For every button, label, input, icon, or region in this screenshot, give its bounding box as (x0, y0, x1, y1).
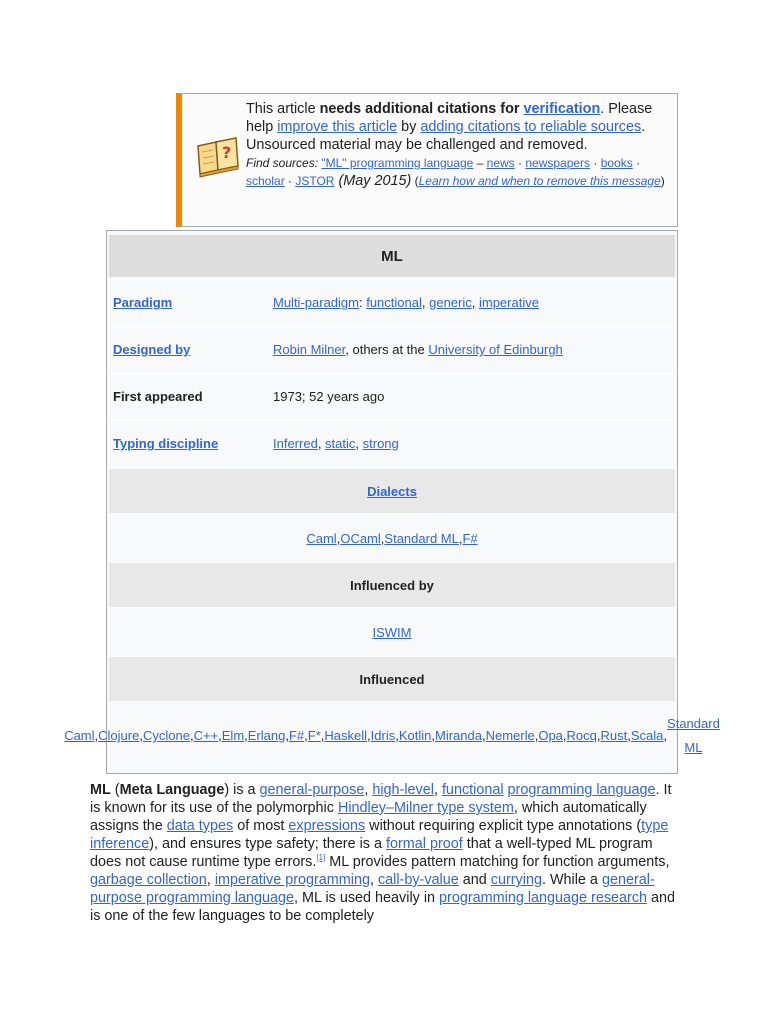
static-link[interactable]: static (325, 436, 356, 451)
notice-lead: This article (246, 101, 320, 117)
svg-text:?: ? (222, 143, 232, 162)
scholar-link[interactable]: scholar (246, 174, 285, 188)
influenced-by-header: Influenced by (109, 563, 675, 607)
paradigm-row (109, 279, 675, 325)
search-query-link[interactable]: "ML" programming language (321, 156, 474, 170)
paradigm-value: Multi-paradigm: functional, generic, imperative (273, 295, 539, 310)
jstor-link[interactable]: JSTOR (295, 174, 335, 188)
list-item-link[interactable]: Standard ML (667, 716, 720, 755)
call-by-value-link[interactable]: call-by-value (377, 872, 459, 888)
improve-article-link[interactable]: improve this article (277, 119, 398, 135)
gppl-link[interactable]: general-purpose programming language (90, 872, 655, 906)
list-item-link[interactable]: Elm (221, 728, 245, 743)
list-item-link[interactable]: Idris (370, 728, 396, 743)
dialects-header (109, 469, 675, 513)
pl-research-link[interactable]: programming language research (439, 890, 648, 906)
typing-label[interactable]: Typing discipline (113, 436, 219, 451)
typing-row (109, 420, 675, 466)
influenced-header: Influenced (109, 657, 675, 701)
university-link[interactable]: University of Edinburgh (428, 342, 563, 357)
list-item-link[interactable]: Caml (64, 728, 95, 743)
find-sources: Find sources: "ML" programming language – news · newspapers · books · scholar · JSTOR (246, 156, 641, 188)
multi-paradigm-link[interactable]: Multi-paradigm (273, 295, 359, 310)
notice-text: This article needs additional citations for verification. Please help improve this article by adding citations to reliable sources. Unsourced material may be challenged and removed. Find sources: "ML" programming language – news · newspapers · books · scholar · JSTOR (May 2015) (Learn how and when to remove this message) (246, 101, 665, 189)
designed-by-value: Robin Milner, others at the University of Edinburgh (273, 342, 563, 357)
list-item-link[interactable]: Kotlin (398, 728, 432, 743)
notice-bold: needs additional citations for (319, 101, 524, 117)
formal-proof-link[interactable]: formal proof (385, 836, 463, 852)
lead-paragraph: ML (Meta Language) is a general-purpose, high-level, functional programming language. It is known for its use of the polymorphic Hindley–Milner type system, which automatically assigns the data types of most expressions without requiring explicit type annotations (type inference), and ensures type safety; there is a formal proof that a well-typed ML program does not cause runtime type errors.[1] ML provides pattern matching for function arguments, garbage collection, imperative programming, call-by-value and currying. While a general-purpose programming language, ML is used heavily in programming language research and is one of the few languages to be completely (90, 782, 676, 924)
list-item-link[interactable]: C++ (193, 728, 219, 743)
list-item-link[interactable]: Clojure (98, 728, 140, 743)
list-item-link[interactable]: F# (288, 728, 305, 743)
list-item-link[interactable]: Haskell (324, 728, 368, 743)
list-item-link[interactable]: OCaml (340, 530, 381, 546)
generic-link[interactable]: generic (429, 295, 472, 310)
strong-link[interactable]: strong (362, 436, 399, 451)
list-item-link[interactable]: Rocq (566, 728, 597, 743)
notice-date: (May 2015) (334, 173, 412, 189)
news-link[interactable]: news (486, 156, 515, 170)
programming-language-link[interactable]: programming language (507, 782, 656, 798)
books-link[interactable]: books (600, 156, 633, 170)
robin-milner-link[interactable]: Robin Milner (273, 342, 346, 357)
citation-1-link[interactable]: [1] (316, 853, 326, 863)
hindley-milner-link[interactable]: Hindley–Milner type system (337, 800, 514, 816)
currying-link[interactable]: currying (490, 872, 542, 888)
learn-remove-link[interactable]: Learn how and when to remove this message (418, 174, 661, 188)
newspapers-link[interactable]: newspapers (525, 156, 591, 170)
general-purpose-link[interactable]: general-purpose (259, 782, 365, 798)
list-item-link[interactable]: ISWIM (372, 624, 412, 640)
first-appeared-row (109, 373, 675, 419)
first-appeared-value: 1973; 52 years ago (273, 389, 385, 404)
designed-by-row (109, 326, 675, 372)
list-item-link[interactable]: Rust (600, 728, 628, 743)
high-level-link[interactable]: high-level (372, 782, 434, 798)
verification-link[interactable]: verification (523, 101, 601, 117)
paradigm-label[interactable]: Paradigm (113, 295, 173, 310)
list-item-link[interactable]: Miranda (435, 728, 482, 743)
infobox (64, 230, 720, 774)
list-item-link[interactable]: Standard ML (384, 530, 459, 546)
infobox-title: ML (109, 235, 675, 277)
dialects-link[interactable]: Dialects (367, 483, 417, 499)
list-item-link[interactable]: F* (307, 728, 321, 743)
data-types-link[interactable]: data types (166, 818, 234, 834)
influenced-by-list (109, 609, 675, 655)
list-item-link[interactable]: Opa (538, 728, 563, 743)
list-item-link[interactable]: Caml (306, 530, 337, 546)
list-item-link[interactable]: Cyclone (142, 728, 190, 743)
imperative-link[interactable]: imperative (478, 295, 539, 310)
list-item-link[interactable]: Erlang (247, 728, 286, 743)
list-item-link[interactable]: F# (462, 530, 478, 546)
first-appeared-label: First appeared (113, 389, 203, 404)
imperative-programming-link[interactable]: imperative programming (214, 872, 370, 888)
adding-citations-link[interactable]: adding citations to reliable sources (420, 119, 642, 135)
dialects-list: Caml , OCaml , Standard ML , F# (306, 530, 478, 546)
list-item-link[interactable]: Nemerle (485, 728, 535, 743)
typing-value: Inferred, static, strong (273, 436, 399, 451)
list-item-link[interactable]: Scala (630, 728, 664, 743)
garbage-collection-link[interactable]: garbage collection (90, 872, 207, 888)
expressions-link[interactable]: expressions (288, 818, 366, 834)
book-question-icon (194, 134, 242, 178)
functional-programming-link[interactable]: functional (441, 782, 504, 798)
citation-notice (176, 93, 678, 227)
type-inference-link[interactable]: type inference (90, 818, 669, 852)
influenced-list: Caml , Clojure , Cyclone , C++ , Elm , Erlang , F# , F* , Haskell , Idris , Kotlin , Miranda , Nemerle , Opa , Rocq , Rust , Scala , Standard ML (109, 703, 675, 769)
functional-link[interactable]: functional (366, 295, 422, 310)
designed-by-label[interactable]: Designed by (113, 342, 191, 357)
inferred-link[interactable]: Inferred (273, 436, 318, 451)
